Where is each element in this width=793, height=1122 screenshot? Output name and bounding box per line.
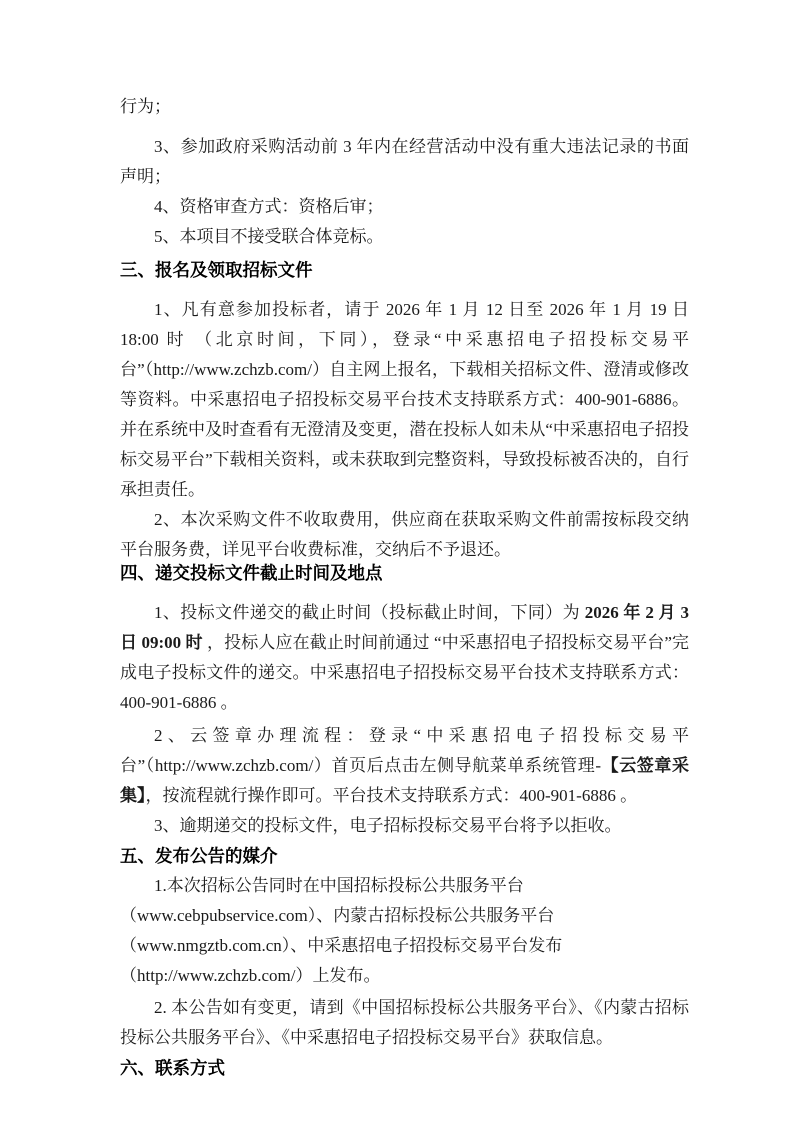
emphasized-text: 【云签章采集】 (120, 756, 689, 805)
late-submission-paragraph: 3、逾期递交的投标文件，电子招标投标交易平台将予以拒收。 (154, 816, 622, 835)
registration-paragraph-2: 2、本次采购文件不收取费用，供应商在获取采购文件前需按标段交纳平台服务费，详见平台收费标准，交纳后不予退还。 (120, 510, 689, 559)
media-line-3: （www.nmgztb.com.cn）、中采惠招电子招投标交易平台发布 (120, 936, 563, 955)
section-heading-submission-deadline: 四、递交投标文件截止时间及地点 (120, 563, 383, 583)
body-text: 2、云签章办理流程：登录“中采惠招电子招投标交易平台”（http://www.zchzb.com/）首页后点击左侧导航菜单系统管理- (120, 726, 689, 775)
section-heading-registration: 三、报名及领取招标文件 (120, 260, 313, 280)
qualification-item-4: 4、资格审查方式：资格后审； (154, 197, 384, 216)
announcement-change-paragraph: 2. 本公告如有变更，请到《中国招标投标公共服务平台》、《内蒙古招标投标公共服务平台》、《中采惠招电子招投标交易平台》获取信息。 (120, 998, 689, 1047)
cloud-signature-paragraph (120, 721, 689, 811)
continuation-line: 行为； (120, 97, 171, 116)
deadline-paragraph-1 (120, 598, 689, 718)
qualification-item-5: 5、本项目不接受联合体竞标。 (154, 227, 384, 246)
announcement-body (120, 92, 689, 1083)
media-line-2: （www.cebpubservice.com）、内蒙古招标投标公共服务平台 (120, 906, 555, 925)
registration-paragraph-1: 1、凡有意参加投标者，请于 2026 年 1 月 12 日至 2026 年 1 月 19 日 18:00 时 （北京时间，下同），登录“中采惠招电子招投标交易平台”（http://www.zchzb.com/）自主网上报名，下载相关招标文件、澄清或修改等资料。中采惠招电子招投标交易平台技术支持联系方式：400-901-6886。并在系统中及时查看有无澄清及变更，潜在投标人如未从“中采惠招电子招投标交易平台”下载相关资料，或未获取到完整资料，导致投标被否决的，自行承担责任。 (120, 300, 689, 499)
emphasized-text: 2026 年 2 月 3 日 09:00 时 (120, 603, 689, 652)
body-text: ，投标人应在截止时间前通过 “中采惠招电子招投标交易平台”完成电子投标文件的递交。中采惠招电子招投标交易平台技术支持联系方式：400-901-6886 。 (120, 633, 689, 712)
media-line-4: （http://www.zchzb.com/）上发布。 (120, 966, 381, 985)
qualification-item-3: 3、参加政府采购活动前 3 年内在经营活动中没有重大违法记录的书面声明； (120, 137, 689, 186)
announcement-media-paragraph-1 (120, 871, 689, 991)
body-text: ，按流程就行操作即可。平台技术支持联系方式：400-901-6886 。 (145, 786, 638, 805)
body-text: 1、投标文件递交的截止时间（投标截止时间，下同）为 (154, 603, 585, 622)
section-heading-announcement-media: 五、发布公告的媒介 (120, 846, 278, 866)
media-line-1: 1.本次招标公告同时在中国招标投标公共服务平台 (154, 876, 524, 895)
section-heading-contact: 六、联系方式 (120, 1058, 225, 1078)
